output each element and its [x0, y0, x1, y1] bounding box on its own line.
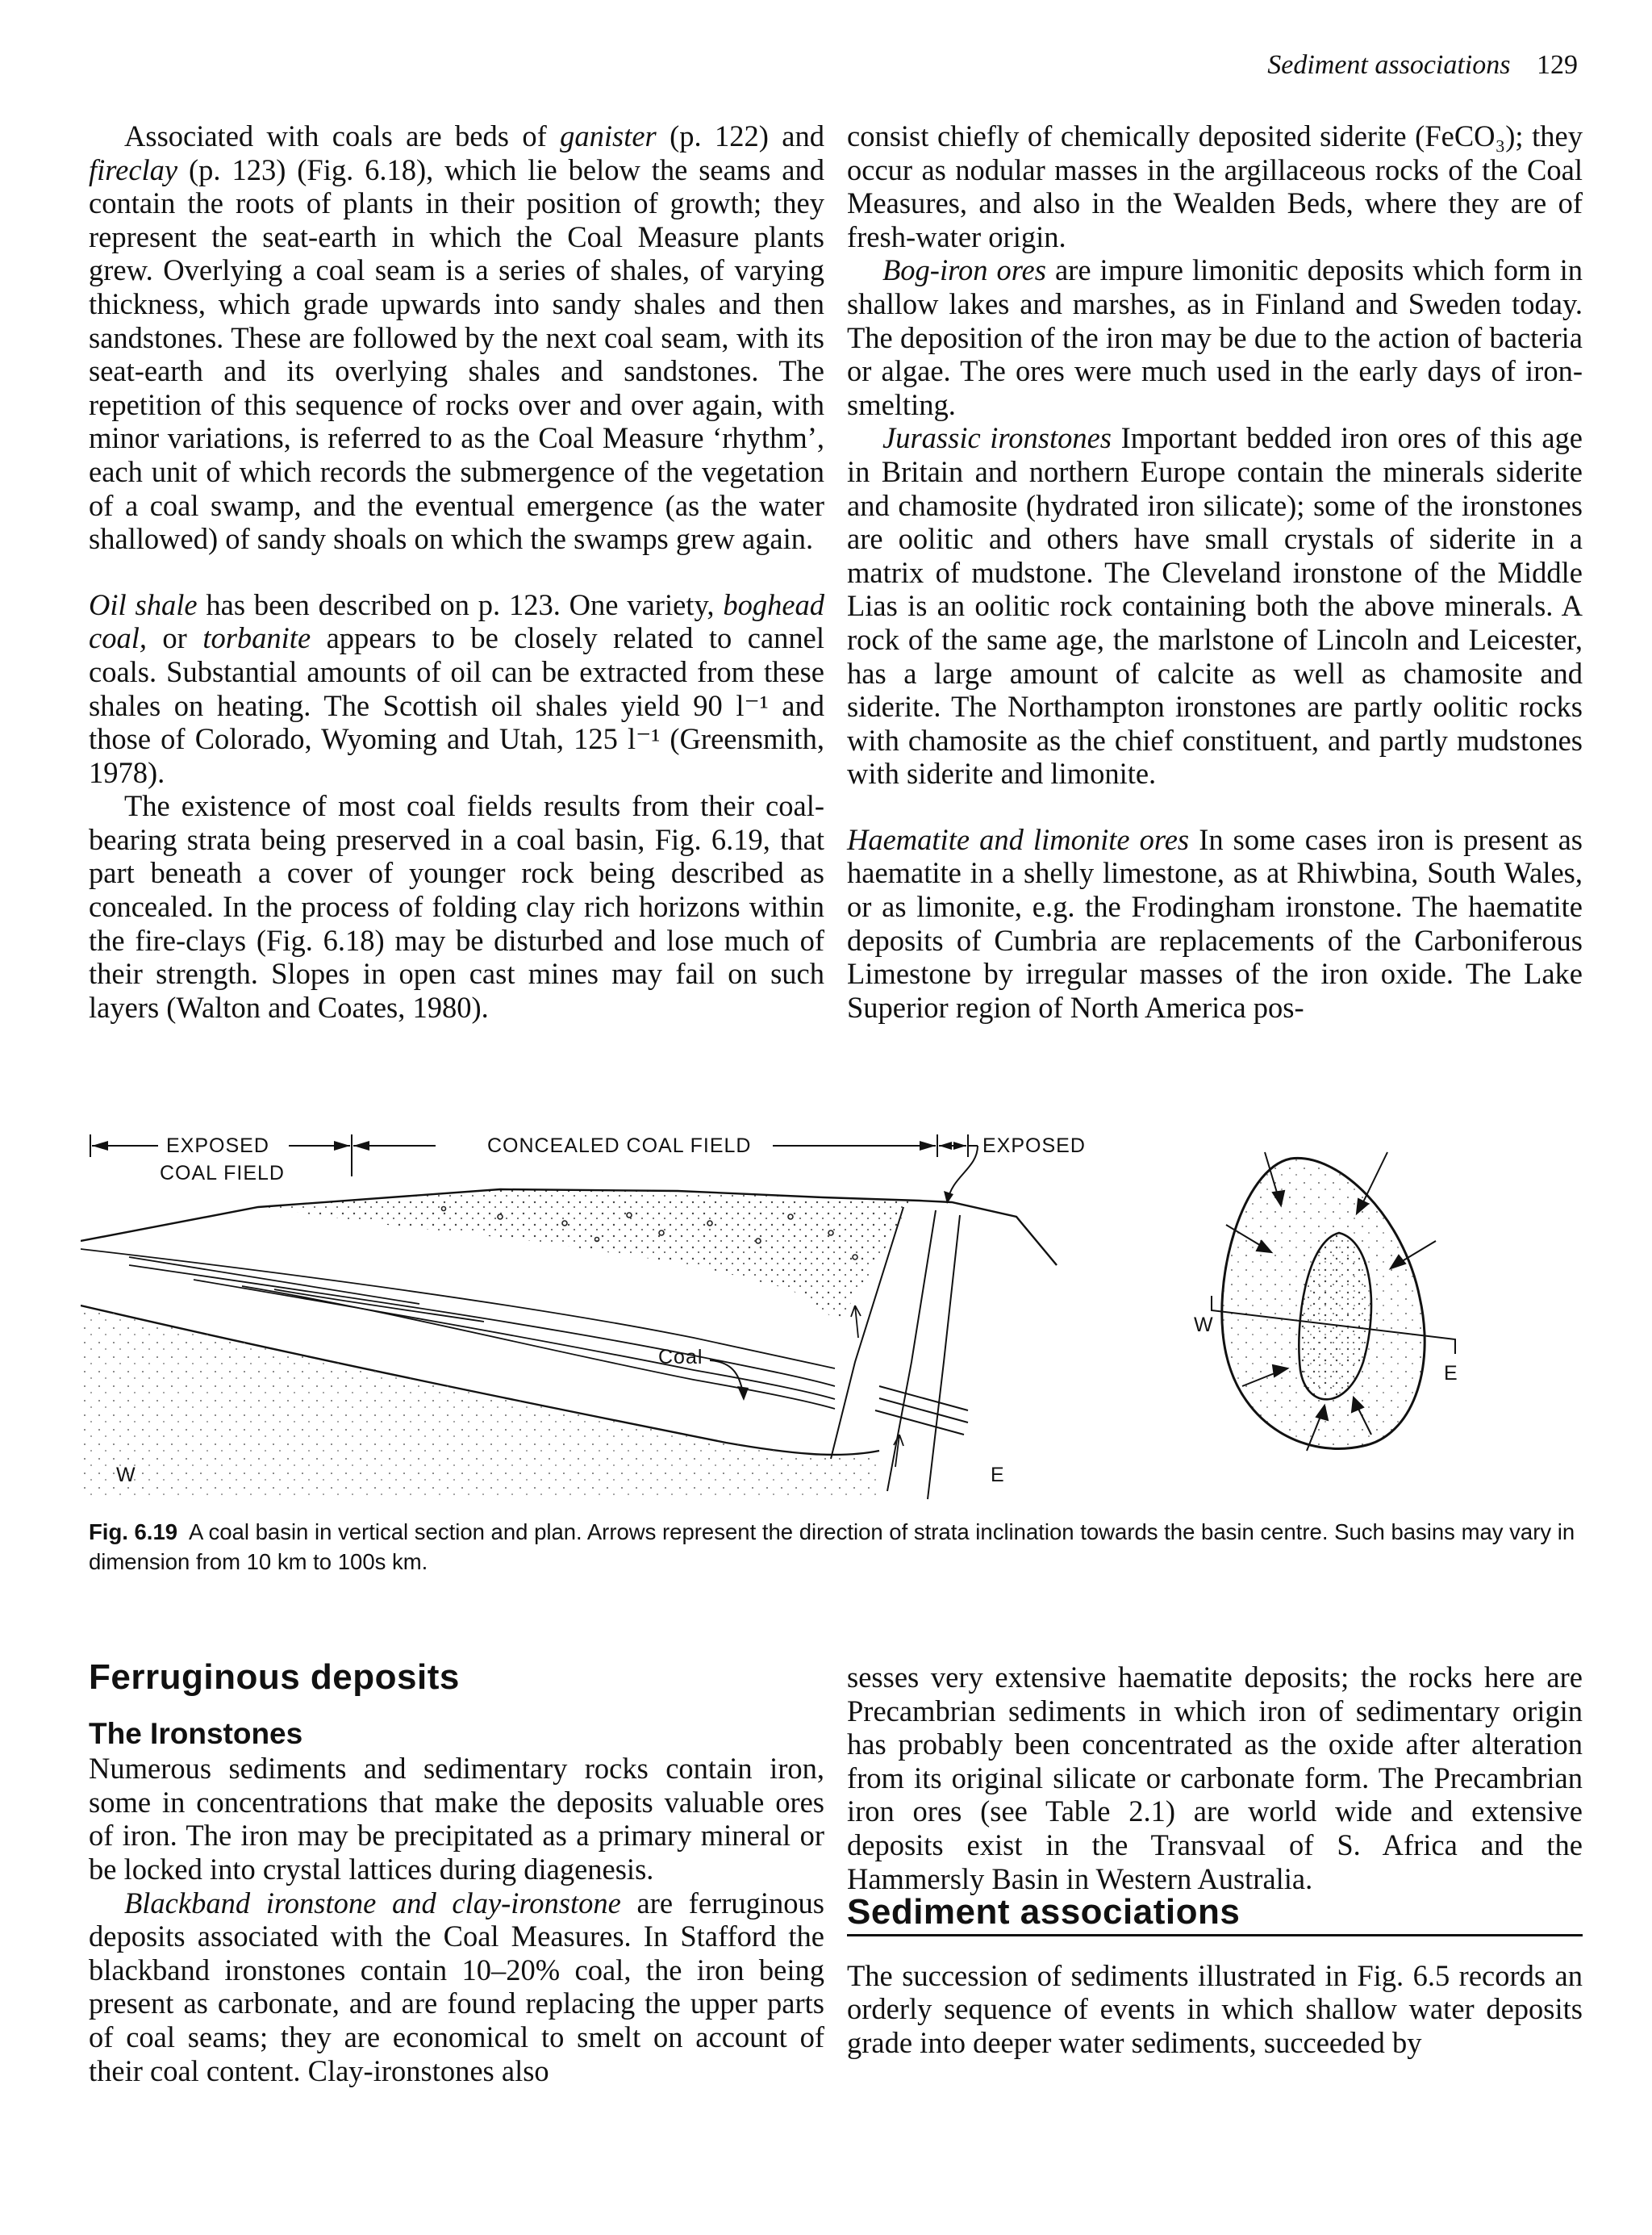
text-run: Important bedded iron ores of this age in Britain and northern Europe contain the minerals siderite and chamosite (hydrated iron silicate); some of the ironstones are oolitic and others have small crystals of siderite in a matrix of mudstone. The Cleveland ironstone of the Middle Lias is an oolitic rock containing both the above minerals. A rock of the same age, the marlstone of Lincoln and Leicester, has a large amount of calcite as well as chamosite and siderite. The Northampton ironstones are partly oolitic rocks with chamosite as the chief constituent, and partly mudstones with siderite and limonite.	[847, 421, 1583, 791]
paragraph-blackband	[89, 1886, 824, 2088]
term-bog-iron-ores: Bog-iron ores	[882, 253, 1046, 287]
fault-arrows	[851, 1305, 903, 1467]
text-run: or	[146, 621, 203, 655]
paragraph-siderite: consist chiefly of chemically deposited siderite (FeCO₃); they occur as nodular masses in the argillaceous rocks of the Coal Measures, and also in the Wealden Beds, where they are of fresh-water origin.	[847, 119, 1583, 253]
coal-pointer-head	[737, 1386, 749, 1401]
text-run: has been described on p. 123. One variety,	[197, 587, 724, 621]
figure-drawing	[81, 1120, 1597, 1507]
running-head-title: Sediment associations	[1267, 50, 1511, 80]
term-oil-shale: Oil shale	[89, 587, 198, 621]
label-exposed-right: EXPOSED	[982, 1134, 1086, 1157]
paragraph-haematite	[847, 823, 1583, 1025]
paragraph-bog-iron	[847, 253, 1583, 421]
running-head	[1267, 50, 1578, 81]
coal-pointer	[710, 1360, 744, 1397]
paragraph-succession: The succession of sediments illustrated in Fig. 6.5 records an orderly sequence of events in which shallow water deposits grade into deeper water sediments, succeeded by	[847, 1958, 1583, 2059]
plan-label-west: W	[1194, 1314, 1214, 1336]
text-run: are impure limonitic deposits which form in shallow lakes and marshes, as in Finland and Sweden today. The deposition of the iron may be due to the action of bacteria or algae. The ores were much used in the early days of iron-smelting.	[847, 253, 1583, 421]
cover-rocks	[258, 1189, 912, 1322]
text-run: In some cases iron is present as haematite in a shelly limestone, as at Rhiwbina, South Wales, or as limonite, e.g. the Frodingham ironstone. The haematite deposits of Cumbria are replacements of the Carboniferous Limestone by irregular masses of the iron oxide. The Lake Superior region of North America pos-	[847, 822, 1583, 1024]
term-haematite-limonite: Haematite and limonite ores	[847, 822, 1190, 856]
subheading-ironstones: The Ironstones	[89, 1716, 303, 1750]
plan-view	[1194, 1152, 1458, 1451]
caption-number: Fig. 6.19	[89, 1519, 178, 1544]
label-exposed-coal-field-2: COAL FIELD	[160, 1162, 285, 1184]
heading-sediment-associations: Sediment associations	[847, 1895, 1583, 1936]
label-west: W	[116, 1464, 136, 1486]
text-run: (p. 123) (Fig. 6.18), which lie below the seams and contain the roots of plants in their position of growth; they represent the seat-earth in which the Coal Measure plants grew. Overlying a coal seam is a series of shales, of varying thickness, which grade upwards into sandy shales and then sandstones. These are followed by the next coal seam, with its seat-earth and its overlying shales and sandstones. The repetition of this sequence of rocks over and over again, with minor variations, is referred to as the Coal Measure ‘rhythm’, each unit of which records the submergence of the vegetation of a coal swamp, and the eventual emergence (as the water shallowed) of sandy shoals on which the swamps grew again.	[89, 152, 824, 556]
right-column-top	[847, 119, 1583, 1024]
paragraph-precambrian: sesses very extensive haematite deposits; the rocks here are Precambrian sediments in which iron of sedimentary origin has probably been concentrated as the oxide after alteration from its original silicate or carbonate form. The Precambrian iron ores (see Table 2.1) are world wide and extensive deposits exist in the Transvaal of S. Africa and the Hammersly Basin in Western Australia.	[847, 1661, 1583, 1895]
label-coal: Coal	[658, 1346, 703, 1368]
term-boghead-coal: boghead coal,	[89, 587, 825, 655]
label-east: E	[991, 1464, 1005, 1486]
term-jurassic-ironstones: Jurassic ironstones	[882, 421, 1112, 455]
term-blackband-ironstone: Blackband ironstone and clay-ironstone	[124, 1886, 621, 1920]
left-column-top	[89, 119, 824, 1024]
right-column-bottom	[847, 1661, 1583, 2060]
paragraph-coal-basin: The existence of most coal fields results from their coal-bearing strata being preserved in a coal basin, Fig. 6.19, that part beneath a cover of younger rock being described as concealed. In the process of folding clay rich horizons within the fire-clays (Fig. 6.18) may be disturbed and lose much of their strength. Slopes in open cast mines may fail on such layers (Walton and Coates, 1980).	[89, 789, 824, 1024]
caption-text: A coal basin in vertical section and plan. Arrows represent the direction of strata inclination towards the basin centre. Such basins may vary in dimension from 10 km to 100s km.	[89, 1519, 1575, 1574]
text-run: appears to be closely related to cannel coals. Substantial amounts of oil can be extracted from these shales on heating. The Scottish oil shales yield 90 l⁻¹ and those of Colorado, Wyoming and Utah, 125 l⁻¹ (Greensmith, 1978).	[89, 621, 824, 789]
paragraph-coal-measures	[89, 119, 824, 556]
figure-caption	[89, 1517, 1589, 1577]
plan-label-east: E	[1444, 1362, 1458, 1385]
text-run: (p. 122) and	[656, 119, 824, 152]
label-concealed-coal-field: CONCEALED COAL FIELD	[487, 1134, 752, 1157]
paragraph-iron-sediments: Numerous sediments and sedimentary rocks contain iron, some in concentrations that make the deposits valuable ores of iron. The iron may be precipitated as a primary mineral or be locked into crystal lattices during diagenesis.	[89, 1752, 824, 1886]
figure-coal-basin	[81, 1120, 1597, 1507]
paragraph-oil-shale	[89, 588, 824, 790]
term-fireclay: fireclay	[89, 152, 178, 186]
term-ganister: ganister	[560, 119, 657, 152]
text-run: Associated with coals are beds of	[124, 119, 561, 152]
label-exposed-coal-field-1: EXPOSED	[166, 1134, 269, 1157]
page-number: 129	[1537, 50, 1578, 80]
left-column-bottom	[89, 1657, 825, 2087]
paragraph-jurassic-ironstones	[847, 421, 1583, 791]
text-run: are ferruginous deposits associated with the Coal Measures. In Stafford the blackband ironstones contain 10–20% coal, the iron being present as carbonate, and are found replacing the upper parts of coal seams; they are economical to smelt on account of their coal content. Clay-ironstones also	[89, 1886, 825, 2087]
heading-ferruginous-deposits: Ferruginous deposits	[89, 1657, 460, 1697]
term-torbanite: torbanite	[202, 621, 311, 655]
